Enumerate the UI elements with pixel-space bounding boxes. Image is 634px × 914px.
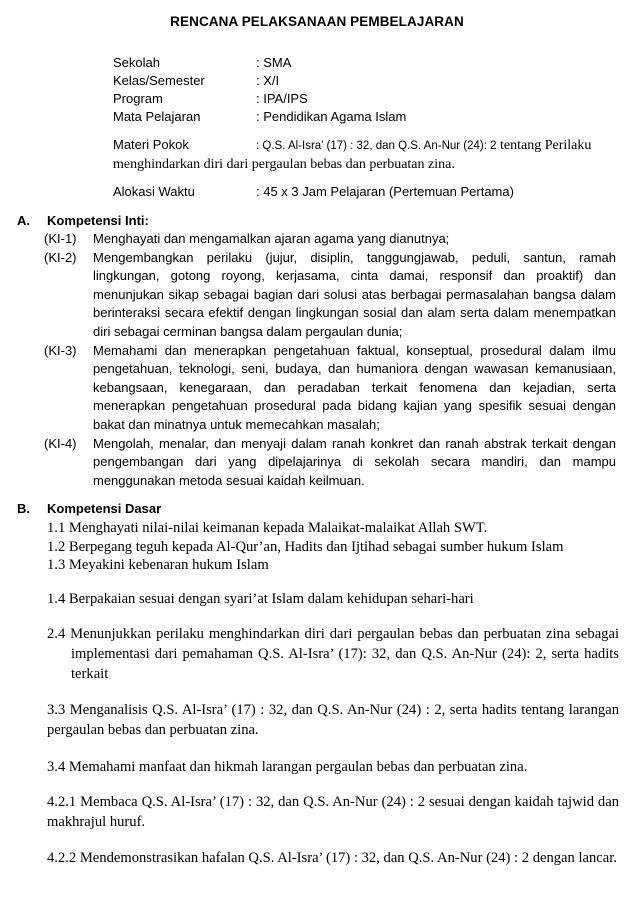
kd-item: 1.3 Meyakini kebenaran hukum Islam	[47, 557, 269, 573]
mapel-label: Mata Pelajaran	[113, 109, 201, 124]
alokasi-value: : 45 x 3 Jam Pelajaran (Pertemuan Pertama)	[256, 184, 514, 199]
alokasi-label: Alokasi Waktu	[113, 184, 195, 199]
ki-text: Memahami dan menerapkan pengetahuan faktual, konseptual, prosedural dalam ilmu pengetahuan, teknologi, seni, budaya, dan humaniora dengan wawasan kemanusiaan, kebangsaan, kenegaraan, dan peradaban terkait fenomena dan kejadian, serta menerapkan pengetahuan prosedural pada bidang kajian yang spesifik sesuai dengan bakat dan minatnya untuk memecahkan masalah;	[93, 342, 616, 432]
ki-code: (KI-3)	[44, 342, 77, 358]
sekolah-value: : SMA	[256, 55, 292, 70]
sekolah-label: Sekolah	[113, 55, 160, 70]
section-kompetensi-inti	[17, 212, 622, 490]
program-value: : IPA/IPS	[256, 91, 308, 106]
identity-sekolah	[113, 54, 623, 72]
ki-code: (KI-2)	[44, 249, 77, 265]
section-b-heading	[17, 500, 622, 518]
ki-text: Mengembangkan perilaku (jujur, disiplin, tanggungjawab, peduli, santun, ramah lingkungan, gotong royong, kerjasama, cinta damai, responsif dan proaktif) dan menunjukan sikap sebagai bagian dari solusi atas berbagai permasalahan bangsa dalam berinteraksi secara efektif dengan lingkungan sosial dan alam serta dalam menempatkan diri sebagai cerminan bangsa dalam pergaulan dunia;	[93, 249, 616, 339]
identity-block	[113, 54, 623, 201]
mapel-value: : Pendidikan Agama Islam	[256, 109, 407, 124]
identity-alokasi	[113, 183, 623, 201]
ki-item	[17, 230, 622, 249]
kd-item: 3.3 Menganalisis Q.S. Al-Isra’ (17) : 32, dan Q.S. An-Nur (24) : 2, serta hadits tentang larangan pergaulan bebas dan perbuatan zina.	[47, 702, 619, 738]
kelas-value: : X/I	[256, 73, 280, 88]
ki-code: (KI-1)	[44, 231, 77, 246]
kd-item: 2.4 Menunjukkan perilaku menghindarkan diri dari pergaulan bebas dan perbuatan zina sebagai implementasi dari pemahaman Q.S. Al-Isra’ (17): 32, dan Q.S. An-Nur (24): 2, serta hadits terkait	[47, 626, 619, 682]
identity-kelas	[113, 72, 623, 90]
ki-item	[17, 249, 622, 342]
program-label: Program	[113, 91, 163, 106]
ki-text: Mengolah, menalar, dan menyaji dalam ranah konkret dan ranah abstrak terkait dengan pengembangan dari yang dipelajarinya di sekolah secara mandiri, dan mampu menggunakan metoda sesuai kaidah keilmuan.	[93, 435, 616, 488]
section-a-letter: A.	[17, 213, 30, 228]
kelas-label: Kelas/Semester	[113, 73, 205, 88]
section-kompetensi-dasar-heading-block	[17, 500, 622, 518]
materi-value-desc: tentang Perilaku menghindarkan diri dari pergaulan bebas dan perbuatan zina.	[113, 138, 592, 172]
kd-item: 1.4 Berpakaian sesuai dengan syari’at Islam dalam kehidupan sehari-hari	[47, 591, 474, 607]
kd-item: 1.1 Menghayati nilai-nilai keimanan kepada Malaikat-malaikat Allah SWT.	[47, 520, 488, 536]
identity-program	[113, 90, 623, 108]
materi-label: Materi Pokok	[113, 137, 189, 152]
kd-item: 4.2.1 Membaca Q.S. Al-Isra’ (17) : 32, dan Q.S. An-Nur (24) : 2 sesuai dengan kaidah tajwid dan makhrajul huruf.	[47, 794, 619, 830]
kd-item: 1.2 Berpegang teguh kepada Al-Qur’an, Hadits dan Ijtihad sebagai sumber hukum Islam	[47, 539, 564, 555]
kd-item: 3.4 Memahami manfaat dan hikmah larangan pergaulan bebas dan perbuatan zina.	[47, 759, 528, 775]
ki-item	[17, 435, 622, 491]
ki-item	[17, 342, 622, 435]
document-title: RENCANA PELAKSANAAN PEMBELAJARAN	[170, 14, 464, 29]
section-b-title: Kompetensi Dasar	[47, 501, 162, 516]
ki-code: (KI-4)	[44, 435, 77, 451]
section-a-title: Kompetensi Inti:	[47, 213, 149, 228]
section-b-letter: B.	[17, 501, 30, 516]
identity-materi	[113, 136, 623, 173]
materi-value-ref: : Q.S. Al-Isra’ (17) : 32, dan Q.S. An-Nur (24): 2	[256, 140, 497, 152]
ki-text: Menghayati dan mengamalkan ajaran agama yang dianutnya;	[93, 231, 450, 246]
ki-list	[17, 230, 622, 490]
kd-item: 4.2.2 Mendemonstrasikan hafalan Q.S. Al-Isra’ (17) : 32, dan Q.S. An-Nur (24) : 2 dengan lancar.	[47, 850, 617, 866]
section-a-heading	[17, 212, 622, 230]
identity-mapel	[113, 108, 623, 126]
